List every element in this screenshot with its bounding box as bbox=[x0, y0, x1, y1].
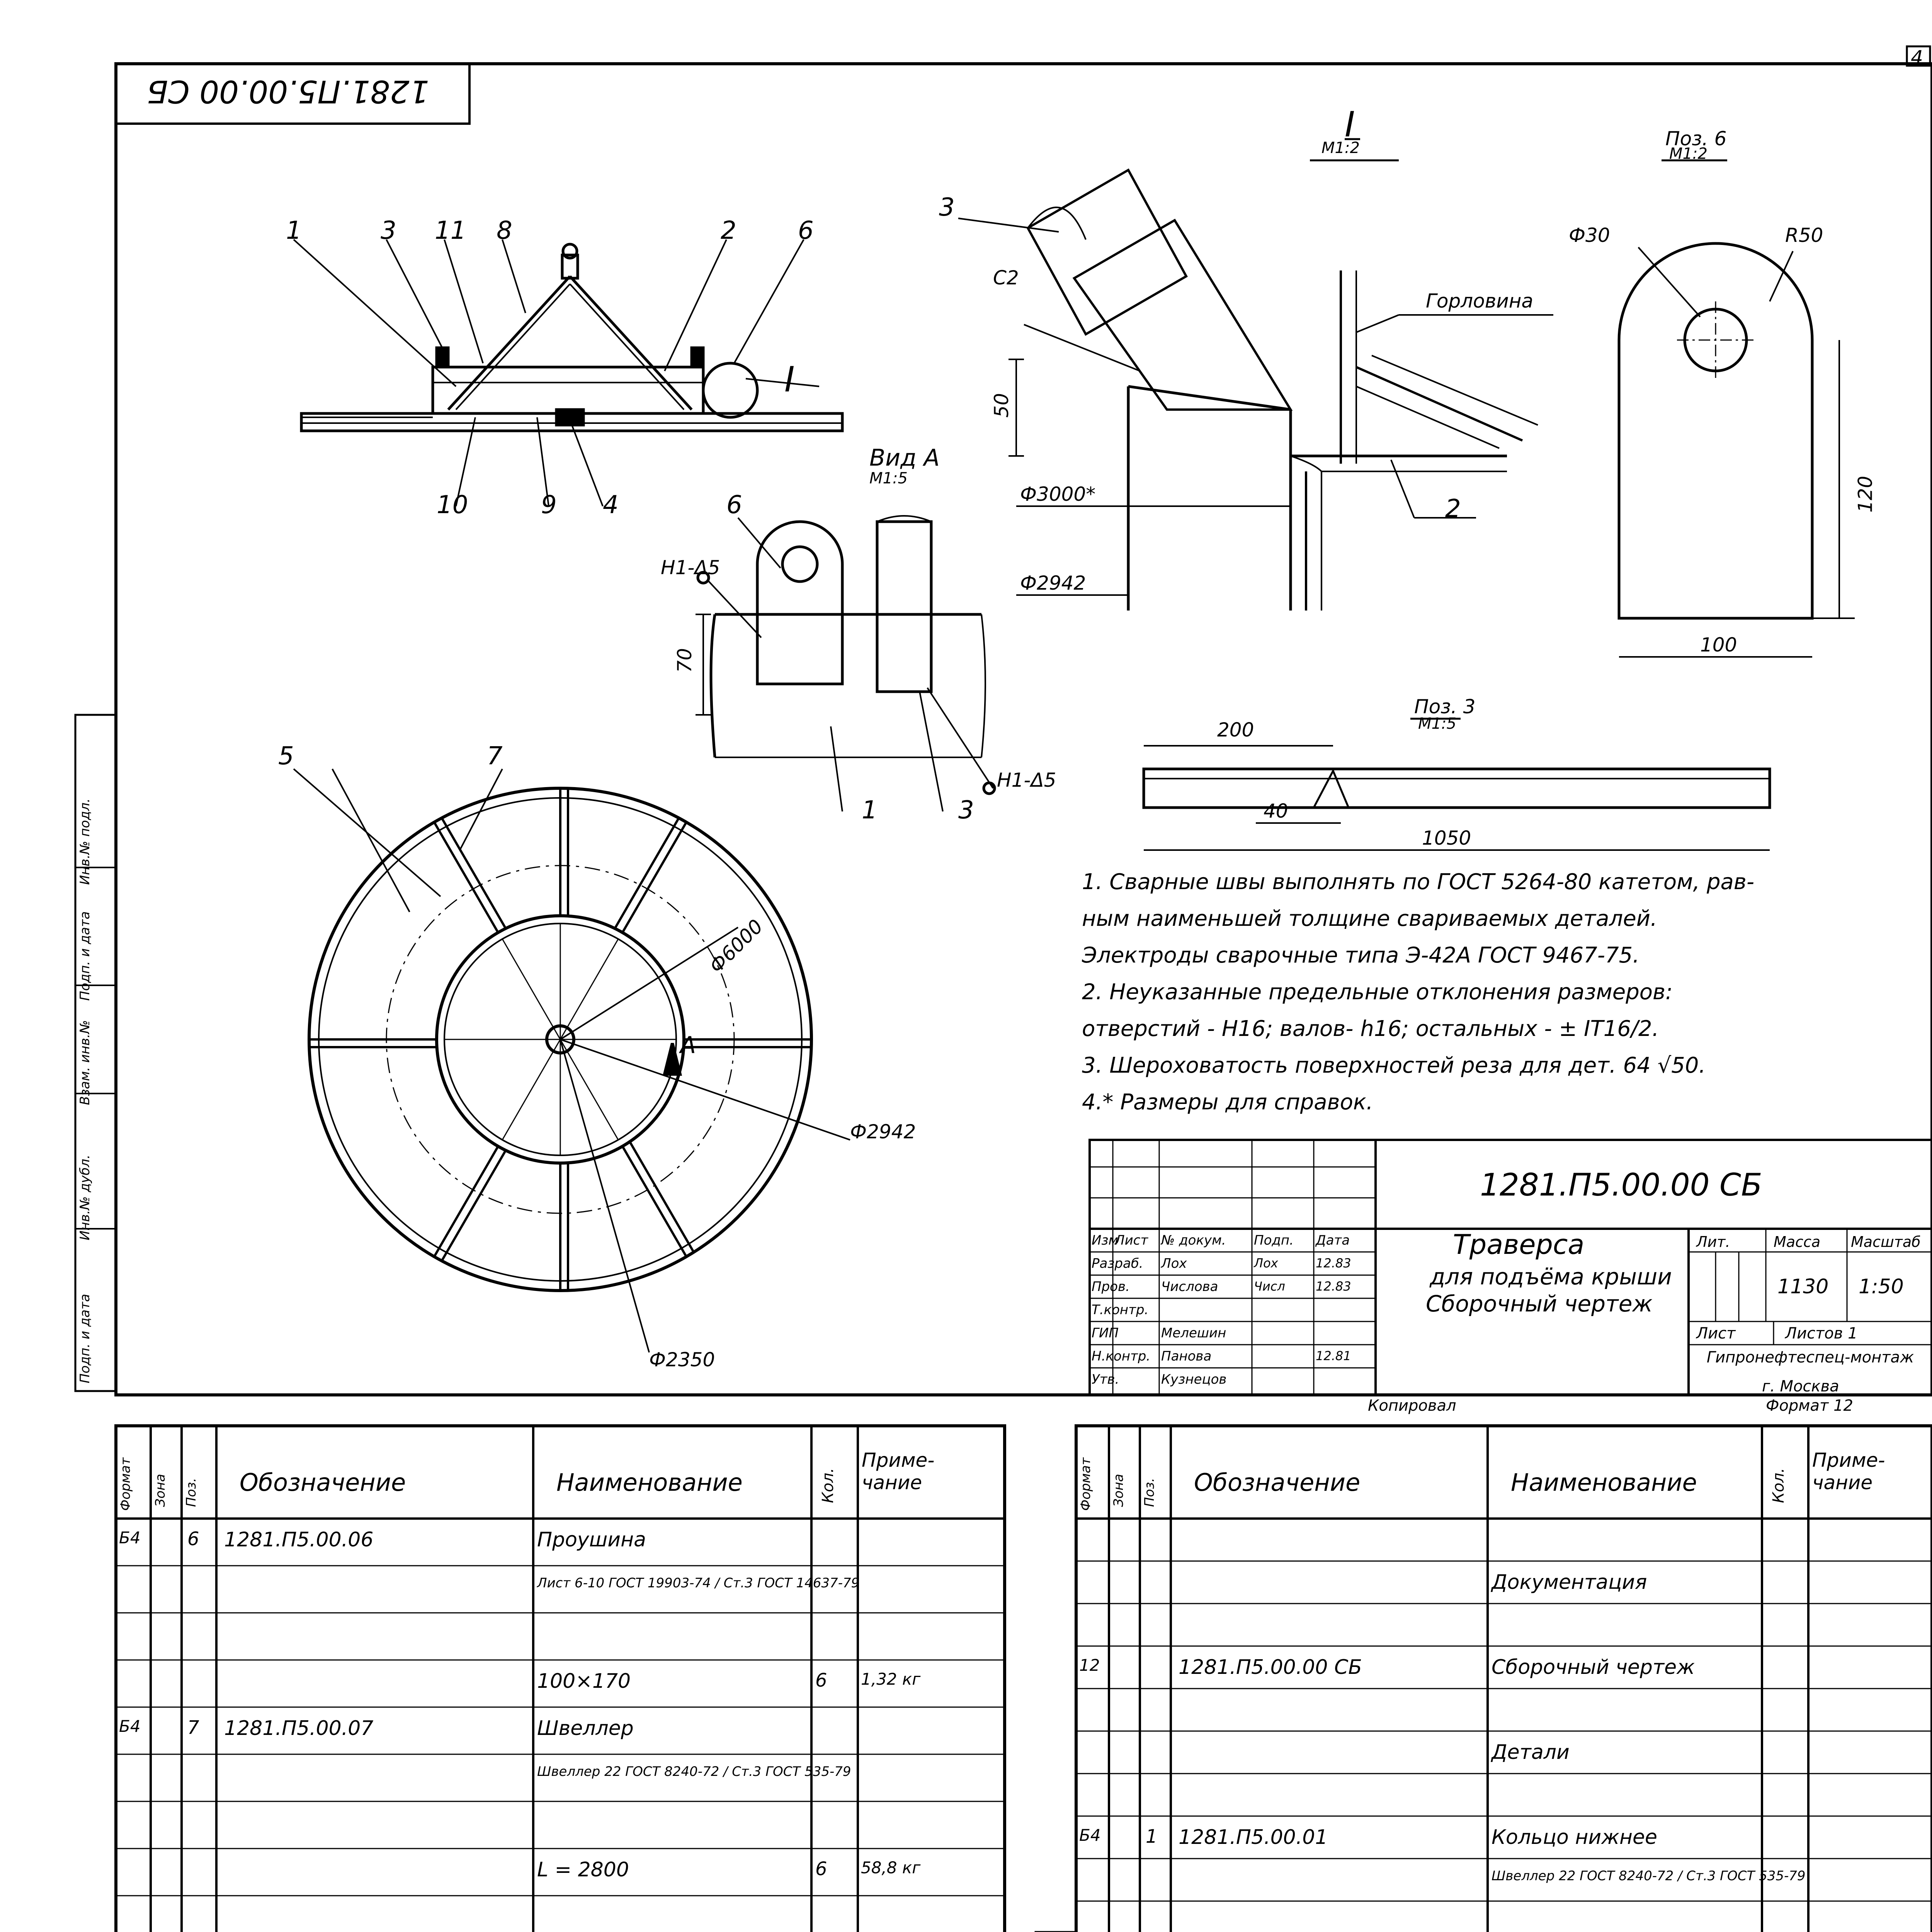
label-pos-7: 7 bbox=[487, 742, 503, 770]
spec-qty-cell: 6 bbox=[815, 1670, 827, 1691]
tb1-name3: Сборочный чертеж bbox=[1426, 1291, 1653, 1317]
spec-name-cell: Проушина bbox=[537, 1528, 646, 1551]
tb1-format: Формат 12 bbox=[1766, 1397, 1853, 1415]
label-pos-5: 5 bbox=[278, 742, 294, 770]
tb1-hdr-cell: Подп. bbox=[1254, 1233, 1294, 1248]
label-gorlovina: Горловина bbox=[1426, 290, 1534, 312]
view-a-scale: М1:5 bbox=[869, 469, 908, 487]
tb1-hdr-cell: Лист bbox=[1115, 1233, 1148, 1248]
tb1-hdr-cell: Изм bbox=[1092, 1233, 1119, 1248]
spec-format-cell: Б4 bbox=[119, 1528, 141, 1547]
spec-name-cell: Документация bbox=[1492, 1571, 1647, 1594]
tb1-hdr-cell: № докум. bbox=[1161, 1233, 1226, 1248]
spec-note-cell: 1,32 кг bbox=[861, 1670, 921, 1689]
dim-d30: Ф30 bbox=[1569, 224, 1610, 247]
tb1-person: Лох bbox=[1161, 1256, 1187, 1271]
spec-hdr-zone: Зона bbox=[153, 1474, 168, 1507]
spec-name-cell: 100×170 bbox=[537, 1670, 631, 1693]
spec-name-cell: Швеллер bbox=[537, 1717, 634, 1740]
label-pos-1b: 1 bbox=[862, 796, 878, 825]
tb1-date: 12.83 bbox=[1316, 1256, 1351, 1270]
dim-50: 50 bbox=[990, 393, 1013, 418]
weld-mark-2: Н1-Δ5 bbox=[997, 769, 1056, 791]
dim-1050: 1050 bbox=[1422, 827, 1471, 849]
view-a-arrow: А bbox=[680, 1032, 696, 1059]
label-pos-1: 1 bbox=[286, 216, 302, 245]
label-pos-4: 4 bbox=[603, 491, 619, 519]
tb1-person: Панова bbox=[1161, 1349, 1212, 1364]
binding-label: Подп. и дата bbox=[77, 911, 93, 1001]
tb1-hdr-cell: Дата bbox=[1316, 1233, 1350, 1248]
tb1-person: Мелешин bbox=[1161, 1325, 1226, 1341]
spec-hdr-name: Наименование bbox=[1511, 1468, 1697, 1497]
spec-format-cell: Б4 bbox=[1079, 1826, 1101, 1845]
tb1-city: г. Москва bbox=[1762, 1378, 1839, 1395]
spec-hdr-qty: Кол. bbox=[819, 1468, 837, 1503]
spec-name-cell: Кольцо нижнее bbox=[1492, 1826, 1657, 1849]
label-pos-3: 3 bbox=[381, 216, 396, 245]
spec-designation-cell: 1281.П5.00.01 bbox=[1179, 1826, 1328, 1849]
dim-200: 200 bbox=[1217, 719, 1254, 741]
tb1-role: Т.контр. bbox=[1092, 1302, 1149, 1318]
dim-70: 70 bbox=[673, 648, 696, 673]
note-line: Электроды сварочные типа Э-42А ГОСТ 9467-75. bbox=[1082, 943, 1640, 968]
note-line: 3. Шероховатость поверхностей реза для дет. 64 √50. bbox=[1082, 1053, 1706, 1078]
dim-120: 120 bbox=[1854, 476, 1877, 513]
binding-label: Инв.№ подл. bbox=[77, 798, 93, 885]
tb1-name: Траверса bbox=[1453, 1229, 1585, 1260]
tb1-role: ГИП bbox=[1092, 1325, 1119, 1341]
tb1-sheets: Листов 1 bbox=[1785, 1325, 1858, 1342]
label-pos-2: 2 bbox=[721, 216, 736, 245]
rotated-stamp: 1281.П5.00.00 СБ bbox=[147, 73, 429, 109]
binding-label: Взам. инв.№ bbox=[77, 1020, 93, 1105]
spec-hdr-name: Наименование bbox=[556, 1468, 743, 1497]
spec-qty-cell: 6 bbox=[815, 1858, 827, 1880]
detail-i bbox=[958, 139, 1553, 611]
tb1-signature: Лох bbox=[1254, 1256, 1278, 1270]
pos3-title: Поз. 3 bbox=[1414, 696, 1476, 718]
pos6-title: Поз. 6 bbox=[1665, 128, 1727, 150]
sheet-corner-number: 4 bbox=[1911, 46, 1923, 69]
spec-pos-cell: 7 bbox=[187, 1717, 199, 1738]
tb1-name2: для подъёма крыши bbox=[1430, 1264, 1672, 1290]
spec-name-cell: L = 2800 bbox=[537, 1858, 629, 1881]
dim-r50: R50 bbox=[1785, 224, 1823, 247]
tb1-date: 12.81 bbox=[1316, 1349, 1351, 1363]
spec-hdr-pos: Поз. bbox=[184, 1478, 199, 1507]
dim-d2350: Ф2350 bbox=[649, 1349, 715, 1371]
tb1-mass-hdr: Масса bbox=[1774, 1233, 1821, 1250]
spec-pos-cell: 1 bbox=[1146, 1826, 1158, 1847]
spec-hdr-zone: Зона bbox=[1111, 1474, 1126, 1507]
view-a-title: Вид А bbox=[869, 444, 940, 471]
dim-d2942: Ф2942 bbox=[1020, 572, 1086, 594]
label-pos-11: 11 bbox=[435, 216, 466, 245]
detail-i-scale: М1:2 bbox=[1321, 139, 1360, 157]
spec-format-cell: 12 bbox=[1079, 1656, 1100, 1675]
spec-hdr-pos: Поз. bbox=[1142, 1478, 1157, 1507]
tb1-signature: Числ bbox=[1254, 1279, 1285, 1294]
tb1-date: 12.83 bbox=[1316, 1279, 1351, 1294]
note-line: 4.* Размеры для справок. bbox=[1082, 1090, 1373, 1115]
label-pos-8: 8 bbox=[497, 216, 512, 245]
spec-hdr-format: Формат bbox=[1078, 1458, 1094, 1511]
tb1-scale: 1:50 bbox=[1859, 1275, 1904, 1298]
spec-name-cell: Швеллер 22 ГОСТ 8240-72 / Ст.3 ГОСТ 535-79 bbox=[1492, 1868, 1806, 1884]
label-pos-6b: 6 bbox=[726, 491, 742, 519]
tb1-person: Числова bbox=[1161, 1279, 1218, 1294]
dim-d3000: Ф3000* bbox=[1020, 483, 1096, 505]
spec-note-cell: 58,8 кг bbox=[861, 1858, 921, 1877]
tb1-role: Утв. bbox=[1092, 1372, 1119, 1387]
dim-d2942-plan: Ф2942 bbox=[850, 1121, 916, 1143]
tb1-role: Разраб. bbox=[1092, 1256, 1143, 1271]
tb1-sheet: Лист bbox=[1696, 1325, 1736, 1342]
tb1-person: Кузнецов bbox=[1161, 1372, 1227, 1387]
spec-designation-cell: 1281.П5.00.07 bbox=[224, 1717, 374, 1740]
binding-label: Подп. и дата bbox=[77, 1294, 93, 1383]
note-line: 2. Неуказанные предельные отклонения размеров: bbox=[1082, 980, 1673, 1005]
tb1-lit-hdr: Лит. bbox=[1696, 1233, 1730, 1250]
spec-hdr-designation: Обозначение bbox=[240, 1468, 406, 1497]
spec-format-cell: Б4 bbox=[119, 1717, 141, 1736]
weld-c2: С2 bbox=[993, 267, 1019, 289]
spec-hdr-qty: Кол. bbox=[1770, 1468, 1787, 1503]
tb1-copied: Копировал bbox=[1368, 1397, 1456, 1415]
spec-name-cell: Детали bbox=[1492, 1741, 1570, 1764]
tb1-org: Гипронефтеспец-монтаж bbox=[1706, 1349, 1914, 1366]
tb1-scale-hdr: Масштаб bbox=[1851, 1233, 1921, 1250]
spec-hdr-note: Приме-чание bbox=[1812, 1449, 1885, 1494]
spec-designation-cell: 1281.П5.00.00 СБ bbox=[1179, 1656, 1362, 1679]
pos6-scale: М1:2 bbox=[1669, 145, 1708, 163]
binding-label: Инв.№ дубл. bbox=[77, 1155, 93, 1240]
dim-d6000: Ф6000 bbox=[705, 915, 767, 978]
plan-view bbox=[294, 769, 850, 1352]
spec-pos-cell: 6 bbox=[187, 1528, 199, 1550]
view-a-detail bbox=[696, 516, 995, 811]
spec-designation-cell: 1281.П5.00.06 bbox=[224, 1528, 374, 1551]
tb1-mass: 1130 bbox=[1777, 1275, 1829, 1298]
right-spec-frame bbox=[1076, 1426, 1932, 1932]
tb1-role: Пров. bbox=[1092, 1279, 1130, 1294]
detail-i-title: I bbox=[1345, 104, 1355, 145]
tb1-code: 1281.П5.00.00 СБ bbox=[1480, 1167, 1762, 1203]
note-line: отверстий - Н16; валов- h16; остальных - ± IT16/2. bbox=[1082, 1016, 1659, 1041]
label-pos-9: 9 bbox=[541, 491, 557, 519]
spec-hdr-format: Формат bbox=[118, 1458, 133, 1511]
label-pos-2b: 2 bbox=[1445, 495, 1461, 523]
spec-name-cell: Сборочный чертеж bbox=[1492, 1656, 1695, 1679]
spec-hdr-note: Приме-чание bbox=[862, 1449, 935, 1494]
note-line: 1. Сварные швы выполнять по ГОСТ 5264-80 катетом, рав- bbox=[1082, 869, 1755, 895]
weld-mark-1: Н1-Δ5 bbox=[661, 556, 720, 579]
label-pos-3b: 3 bbox=[958, 796, 974, 825]
assembly-elevation bbox=[294, 240, 842, 506]
pos3-scale: М1:5 bbox=[1418, 715, 1456, 733]
spec-name-cell: Швеллер 22 ГОСТ 8240-72 / Ст.3 ГОСТ 535-79 bbox=[537, 1764, 851, 1779]
right-spec-grid bbox=[1076, 1426, 1932, 1932]
label-pos-10: 10 bbox=[437, 491, 468, 519]
callout-i: I bbox=[784, 359, 795, 400]
label-pos-3c: 3 bbox=[939, 193, 955, 222]
spec-hdr-designation: Обозначение bbox=[1194, 1468, 1361, 1497]
dim-40: 40 bbox=[1264, 800, 1288, 822]
label-pos-6: 6 bbox=[798, 216, 814, 245]
note-line: ным наименьшей толщине свариваемых деталей. bbox=[1082, 906, 1657, 931]
tb1-role: Н.контр. bbox=[1092, 1349, 1151, 1364]
dim-100: 100 bbox=[1700, 634, 1737, 656]
spec-name-cell: Лист 6-10 ГОСТ 19903-74 / Ст.3 ГОСТ 14637-79 bbox=[537, 1575, 860, 1591]
